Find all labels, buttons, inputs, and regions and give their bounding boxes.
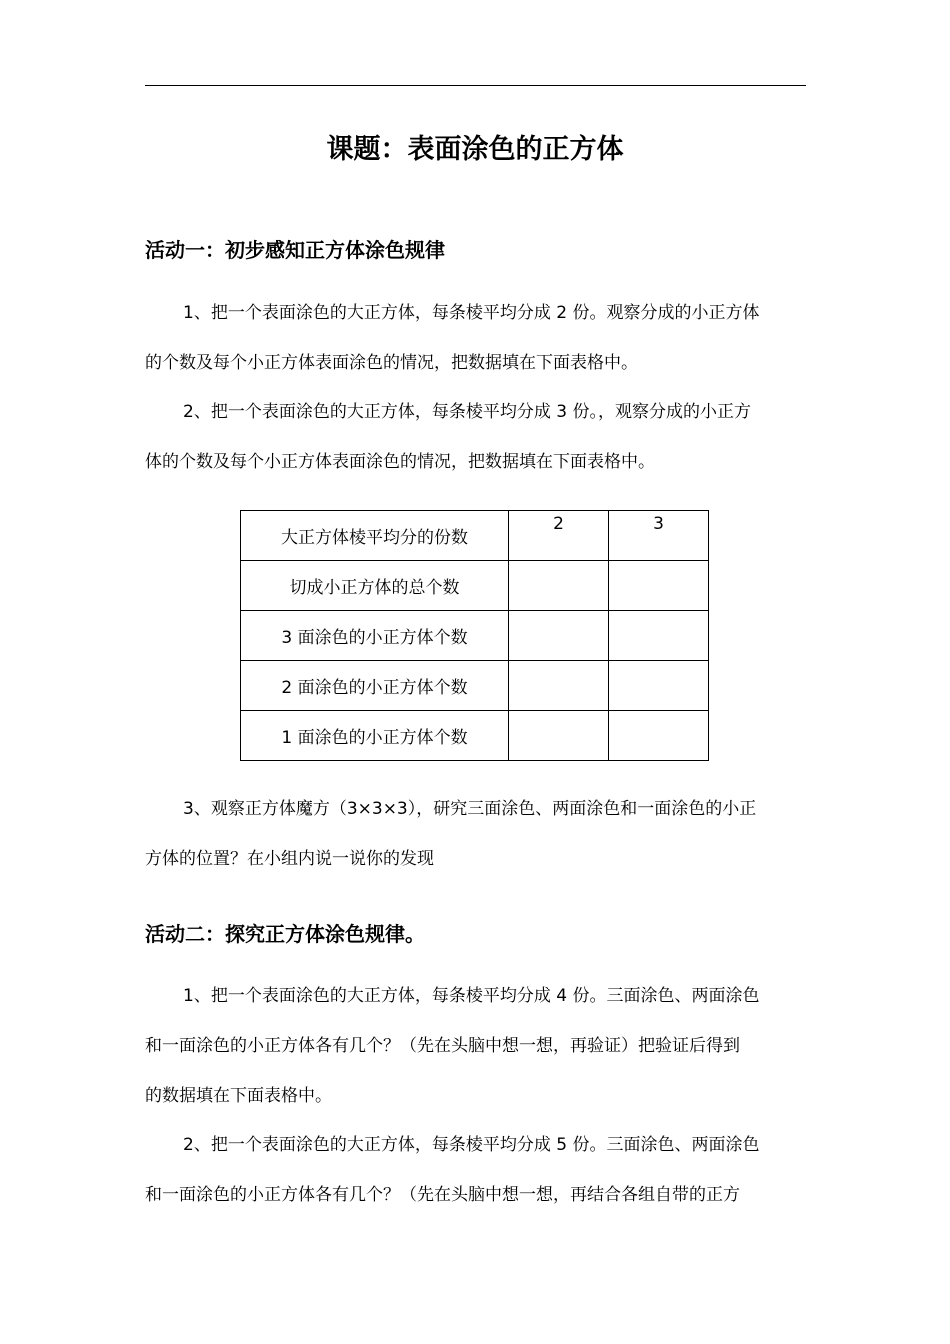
activity2-item2 <box>145 1120 806 1220</box>
table-header-col-3: 3 <box>609 511 709 561</box>
table-cell[interactable] <box>509 711 609 761</box>
table-cell[interactable] <box>609 561 709 611</box>
page-title: 课题：表面涂色的正方体 <box>326 134 624 165</box>
table-row-label: 2 面涂色的小正方体个数 <box>241 661 509 711</box>
activity2-item2-line1: 2、把一个表面涂色的大正方体，每条棱平均分成 5 份。三面涂色、两面涂色 <box>183 1135 760 1155</box>
table-cell[interactable] <box>509 561 609 611</box>
table-row-label: 3 面涂色的小正方体个数 <box>241 611 509 661</box>
activity2-item1-line3: 的数据填在下面表格中。 <box>145 1086 332 1106</box>
table-cell[interactable] <box>609 611 709 661</box>
activity1-item2-line1: 2、把一个表面涂色的大正方体，每条棱平均分成 3 份。，观察分成的小正方 <box>183 402 751 422</box>
activity1-item3 <box>145 784 806 884</box>
table-cell[interactable] <box>509 661 609 711</box>
header-rule <box>145 85 806 86</box>
activity1-item1-line2: 的个数及每个小正方体表面涂色的情况，把数据填在下面表格中。 <box>145 353 638 373</box>
table-header-label: 大正方体棱平均分的份数 <box>241 511 509 561</box>
table-cell[interactable] <box>509 611 609 661</box>
activity1-item3-line2: 方体的位置？在小组内说一说你的发现 <box>145 849 434 869</box>
table-row <box>241 561 709 611</box>
table-row <box>241 711 709 761</box>
activity2-heading: 活动二：探究正方体涂色规律。 <box>145 922 425 946</box>
activity1-heading: 活动一：初步感知正方体涂色规律 <box>145 238 445 262</box>
table-header-row <box>241 511 709 561</box>
table-row-label: 1 面涂色的小正方体个数 <box>241 711 509 761</box>
table-row <box>241 661 709 711</box>
table-cell[interactable] <box>609 661 709 711</box>
table-row-label: 切成小正方体的总个数 <box>241 561 509 611</box>
table-cell[interactable] <box>609 711 709 761</box>
activity1-item2-line2: 体的个数及每个小正方体表面涂色的情况，把数据填在下面表格中。 <box>145 452 655 472</box>
activity1-item1 <box>145 288 806 388</box>
table-header-col-2: 2 <box>509 511 609 561</box>
activity2-item1-line1: 1、把一个表面涂色的大正方体，每条棱平均分成 4 份。三面涂色、两面涂色 <box>183 986 760 1006</box>
activity2-item1 <box>145 971 806 1121</box>
activity1-item3-line1: 3、观察正方体魔方（3×3×3），研究三面涂色、两面涂色和一面涂色的小正 <box>183 799 757 819</box>
activity2-item1-line2: 和一面涂色的小正方体各有几个？（先在头脑中想一想，再验证）把验证后得到 <box>145 1036 740 1056</box>
activity1-item2 <box>145 387 806 487</box>
activity1-item1-line1: 1、把一个表面涂色的大正方体，每条棱平均分成 2 份。观察分成的小正方体 <box>183 303 760 323</box>
table-row <box>241 611 709 661</box>
activity2-item2-line2: 和一面涂色的小正方体各有几个？（先在头脑中想一想，再结合各组自带的正方 <box>145 1185 740 1205</box>
results-table <box>240 510 709 761</box>
